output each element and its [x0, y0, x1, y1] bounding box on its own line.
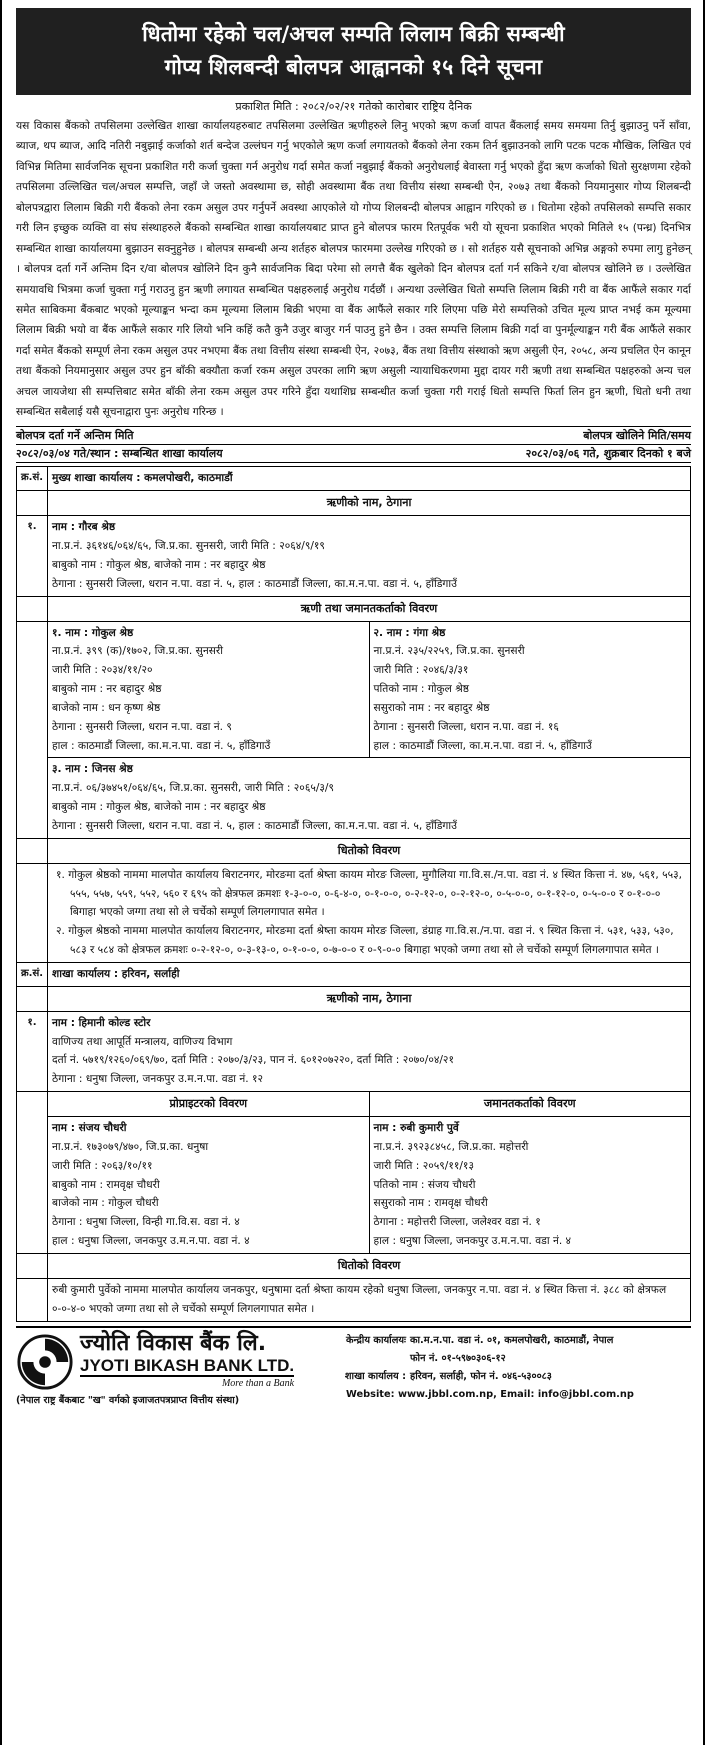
bank-website[interactable]: Website: www.jbbl.com.np, Email: info@jbbl.com.np [346, 1388, 634, 1400]
guarantor-only-header: जमानतकर्ताको विवरण [483, 1097, 576, 1111]
branch2-office: शाखा कार्यालय : हरिवन, सर्लाही [48, 963, 691, 987]
branch-office-label: शाखा कार्यालय : [344, 1370, 406, 1382]
bank-licence: (नेपाल राष्ट्र बैंकबाट "ख" वर्गको इजाजतपत्रप्राप्त वित्तीय संस्था) [16, 1394, 240, 1406]
branch2-collateral: रुबी कुमारी पुर्वेको नाममा मालपोत कार्यालय जनकपुर, धनुषामा दर्ता श्रेष्ता कायम रहेको धनुषा जिल्ला, जनकपुर न.पा. वडा नं. ४ स्थित कित्ता नं. ३८८ को क्षेत्रफल ०-०-४-० भएको जग्गा तथा सो ले चर्चेको सम्पूर्ण लिगलगापात समेत । [48, 1278, 691, 1321]
deadline-values [16, 444, 691, 464]
bank-logo-icon [16, 1333, 74, 1391]
branch1-office: मुख्य शाखा कार्यालय : कमलपोखरी, काठमाडौं [48, 467, 691, 491]
guarantor-details: नाम : रुबी कुमारी पुर्वे ना.प्र.नं. ३९२३८४५८, जि.प्र.का. महोत्तरी जारी मिति : २०५९/११/१३ पतिको नाम : संजय चौधरी ससुराको नाम : रामवृक्ष चौधरी ठेगाना : महोत्तरी जिल्ला, जलेश्वर वडा नं. १ हाल : धनुषा जिल्ला, जनकपुर उ.म.न.पा. वडा नं. ४ [373, 1122, 572, 1248]
title-line-2: गोप्य शिलबन्दी बोलपत्र आह्वानको १५ दिने सूचना [164, 54, 543, 79]
branch1-borrower: नाम : गौरब श्रेष्ठ ना.प्र.नं. ३६१४६/०६४/६५, जि.प्र.का. सुनसरी, जारी मिति : २०६४/९/१९ बाबुको नाम : गोकुल श्रेष्ठ, बाजेको नाम : नर बहादुर श्रेष्ठ ठेगाना : सुनसरी जिल्ला, धरान न.पा. वडा नं. ५, हाल : काठमाडौं जिल्ला, का.म.न.पा. वडा नं. ५, हाँडिगाउँ [48, 516, 691, 596]
guarantor-header: ऋणी तथा जमानतकर्ताको विवरण [48, 596, 691, 621]
bank-footer [16, 1326, 691, 1408]
guarantor-2: २. नाम : गंगा श्रेष्ठ ना.प्र.नं. २३५/२२५९, जि.प्र.का. सुनसरी जारी मिति : २०४६/३/३१ पतिको नाम : गोकुल श्रेष्ठ ससुराको नाम : नर बहादुर श्रेष्ठ ठेगाना : सुनसरी जिल्ला, धरान न.पा. वडा नं. १६ हाल : काठमाडौं जिल्ला, का.म.न.पा. वडा नं. ५, हाँडिगाउँ [373, 626, 592, 752]
sn-header: क्र.सं. [17, 467, 48, 491]
branch2-sn: १. [17, 1011, 48, 1091]
deadline-left-value: २०८२/०३/०४ गते/स्थान : सम्बन्धित शाखा कार्यालय [16, 446, 223, 460]
central-office-label: केन्द्रीय कार्यालयः [346, 1334, 406, 1346]
bank-logo-block [16, 1332, 316, 1408]
title-line-1: धितोमा रहेको चल/अचल सम्पति लिलाम बिक्री सम्बन्धी [142, 22, 565, 46]
bank-name-en: JYOTI BIKASH BANK LTD. [80, 1356, 294, 1378]
branch1-sn: १. [17, 516, 48, 596]
deadline-right-value: २०८२/०३/०६ गते, शुक्रबार दिनको १ बजे [525, 446, 691, 460]
proprietor-split [48, 1092, 691, 1254]
notice-title-box [16, 8, 691, 95]
branch2-borrower: नाम : हिमानी कोल्ड स्टोर वाणिज्य तथा आपूर्ति मन्त्रालय, वाणिज्य विभाग दर्ता नं. ५७१९/१२६०/०६९/७०, दर्ता मिति : २०७०/३/२३, पान नं. ६०१२०७२२०, दर्ता मिति : २०७०/०४/२१ ठेगाना : धनुषा जिल्ला, जनकपुर उ.म.न.पा. वडा नं. १२ [48, 1011, 691, 1091]
branch1-collateral: १. गोकुल श्रेष्ठको नाममा मालपोत कार्यालय बिराटनगर, मोरङमा दर्ता श्रेष्ता कायम मोरङ जिल्ला, मुगौलिया गा.वि.स./न.पा. वडा नं. ४ स्थित कित्ता नं. ४७, ५६१, ५५३, ५५५, ५५७, ५५९, ५५२, ५६० र ६९५ को क्षेत्रफल क्रमशः १-३-०-०, ०-६-४-०, ०-१-०-०, ०-२-१२-०, ०-२-१२-०, ०-५-०-०, ०-१-१२-०, ०-५-०-० र ०-१-०-० बिगाहा भएको जग्गा तथा सो ले चर्चेको सम्पूर्ण लिगलगापात समेत । २. गोकुल श्रेष्ठको नाममा मालपोत कार्यालय बिराटनगर, मोरङमा दर्ता श्रेष्ता कायम मोरङ जिल्ला, डंग्राह गा.वि.स./न.पा. वडा नं. ९ स्थित कित्ता नं. ५३१, ५३३, ५३०, ५८३ र ५८४ को क्षेत्रफल क्रमशः ०-२-१२-०, ०-३-१३-०, ०-१-०-०, ०-७-०-० र ०-९-०-० बिगाहा भएको जग्गा तथा सो ले चर्चेको सम्पूर्ण लिगलगापात समेत । [48, 863, 691, 962]
bank-contacts [316, 1332, 691, 1404]
guarantor-1: १. नाम : गोकुल श्रेष्ठ ना.प्र.नं. ३९९ (क)/१७०२, जि.प्र.का. सुनसरी जारी मिति : २०३४/११/२० बाबुको नाम : नर बहादुर श्रेष्ठ बाजेको नाम : धन कृष्ण श्रेष्ठ ठेगाना : सुनसरी जिल्ला, धरान न.पा. वडा नं. ९ हाल : काठमाडौं जिल्ला, का.म.न.पा. वडा नं. ५, हाँडिगाउँ [48, 622, 369, 758]
central-office-phone: फोन नं. ०१-५९७०३०६-१२ [410, 1352, 506, 1364]
guarantor-split [48, 621, 691, 838]
branch1-table [16, 466, 691, 1321]
collateral-header: धितोको विवरण [48, 838, 691, 863]
notice-paragraph: यस विकास बैंकको तपसिलमा उल्लेखित शाखा कार्यालयहरुबाट तपसिलमा उल्लेखित ऋणीहरुले लिनु भएको ऋण कर्जा वापत बैंकलाई समय समयमा तिर्नु बुझाउनु पर्ने साँवा, ब्याज, थप ब्याज, आदि नतिरी नबुझाई कर्जाको शर्त बन्देज उल्लंघन गर्नु भएकोले ऋण कर्जा लगायतको बैंकको लेना रकम तिर्न बुझाउनको लागि पटक पटक मौखिक, लिखित एवं विभिन्न मितिमा सार्वजनिक सूचना प्रकाशित गरी कर्जा चुक्ता गर्न अनुरोध गर्दा समेत कर्जा नबुझाई बैंकको अनुरोधलाई बेवास्ता गर्नु भएको हुँदा ऋण कर्जाको धितो सुरक्षणमा रहेको तपसिलमा उल्लिखित चल/अचल सम्पत्ति, जहाँ जे जस्तो अवस्थामा छ, सोही अवस्थामा बैंक तथा वित्तीय संस्था सम्बन्धी ऐन, २०७३ तथा बैंकको नियमानुसार गोप्य शिलबन्दी बोलपत्रद्वारा लिलाम बिक्री गरी बैंकको लेना रकम असुल उपर गर्नुपर्ने अवस्था आएकोले यो गोप्य शिलबन्दी बोलपत्र आह्वान गरिएको छ । धितोमा रहेको तपसिलको सम्पत्ति सकार गरी लिन इच्छुक व्यक्ति वा संघ संस्थाहरुले बैंकको सम्बन्धित शाखा कार्यालयबाट प्राप्त हुने बोलपत्र फारम रितपूर्वक भरी यो सूचना प्रकाशित भएको मितिले १५ (पन्ध्र) दिनभित्र सम्बन्धित शाखा कार्यालयमा बुझाउन सक्नुहुनेछ । बोलपत्र सम्बन्धी अन्य शर्तहरु बोलपत्र फारममा उल्लेख गरिएको छ । सो शर्तहरु यसै सूचनाको अभिन्न अङ्गको रुपमा लागु हुनेछन् । बोलपत्र दर्ता गर्ने अन्तिम दिन र/वा बोलपत्र खोलिने दिन कुनै सार्वजनिक बिदा परेमा सो लगत्तै बैंक खुलेको दिन बोलपत्र दर्ता गर्न सकिने र/वा बोलपत्र खोलिने छ । उल्लेखित समयावधि भित्रमा कर्जा चुक्ता गर्नु गराउनु हुन ऋणी लगायत सम्बन्धित पक्षहरुलाई अनुरोध गर्दछौं । अन्यथा उल्लेखित धितो सम्पत्ति लिलाम बिक्री गरी वा बैंक आफैंले सकार गर्दा समेत साबिकमा बैंकबाट भएको मूल्याङ्कन भन्दा कम मूल्यमा लिलाम बिक्री भएमा वा बैंक आफैंले सकार गरि लिएमा पछि मेरो सम्पत्तिको उचित मूल्य प्राप्त नभई कम मूल्यमा लिलाम बिक्री भयो वा बैंक आफैंले सकार गरि लियो भनि कहिं कतै कुनै उजुर बाजुर गर्न पाउनु हुने छैन । उक्त सम्पत्ति लिलाम बिक्री गर्दा वा पुनर्मूल्याङ्कन गरी बैंक आफैंले सकार गर्दा समेत बैंकको सम्पूर्ण लेना रकम असुल उपर नभएमा बैंक तथा वित्तीय संस्था सम्बन्धी ऐन, २०७३, बैंक तथा वित्तीय संस्थाको ऋण असुली ऐन, २०५८, अन्य प्रचलित ऐन कानून तथा बैंकको नियमानुसार असुल उपर हुन बाँकी बक्यौता कर्जा रकम असुल उपरका लागि ऋण असुली न्यायाधिकरणमा मुद्दा दायर गरी ऋणी तथा सम्बन्धित पक्षहरुको अन्य चल अचल जायजेथा सी सम्पत्तिबाट समेत बाँकी लेना रकम असुल उपर गरिने हुँदा यथाशिघ्र सम्बन्धीत कर्जा चुक्ता गरी गराई धितो सम्पत्ति फिर्ता लिन हुन ऋणी, धितो धनी तथा सम्बन्धित सबैलाई यसै सूचनाद्वारा पुनः अनुरोध गरिन्छ । [16, 120, 691, 419]
borrower-header: ऋणीको नाम, ठेगाना [48, 491, 691, 516]
central-office-value: का.म.न.पा. वडा नं. ०१, कमलपोखरी, काठमाडौं, नेपाल [410, 1334, 614, 1346]
guarantor-3: ३. नाम : जिनस श्रेष्ठ ना.प्र.नं. ०६/३७४५१/०६४/६५, जि.प्र.का. सुनसरी, जारी मिति : २०६५/३/९ बाबुको नाम : गोकुल श्रेष्ठ, बाजेको नाम : नर बहादुर श्रेष्ठ ठेगाना : सुनसरी जिल्ला, धरान न.पा. वडा नं. ५, हाल : काठमाडौं जिल्ला, का.म.न.पा. वडा नं. ५, हाँडिगाउँ [48, 757, 690, 837]
publication-date: प्रकाशित मिति : २०८२/०२/२१ गतेको कारोबार राष्ट्रिय दैनिक [235, 100, 472, 114]
proprietor-header: प्रोप्राइटरको विवरण [48, 1092, 369, 1116]
bank-name-np: ज्योति विकास बैंक लि. [80, 1330, 267, 1356]
deadline-left-label: बोलपत्र दर्ता गर्ने अन्तिम मिति [16, 428, 134, 442]
bank-tagline: More than a Bank [221, 1378, 295, 1390]
branch-office-value: हरिवन, सर्लाही, फोन नं. ०४६-५३००८३ [410, 1370, 552, 1382]
collateral-header-2: धितोको विवरण [48, 1254, 691, 1279]
proprietor-details: नाम : संजय चौधरी ना.प्र.नं. १७३०७९/४७०, जि.प्र.का. धनुषा जारी मिति : २०६३/१०/११ बाबुको नाम : रामवृक्ष चौधरी बाजेको नाम : गोकुल चौधरी ठेगाना : धनुषा जिल्ला, विन्ही गा.वि.स. वडा नं. ४ हाल : धनुषा जिल्ला, जनकपुर उ.म.न.पा. वडा नं. ४ [48, 1117, 369, 1253]
deadline-labels [16, 426, 691, 444]
deadline-right-label: बोलपत्र खोलिने मिति/समय [583, 428, 691, 442]
sn-header-2: क्र.सं. [17, 963, 48, 987]
borrower-header-2: ऋणीको नाम, ठेगाना [48, 986, 691, 1011]
